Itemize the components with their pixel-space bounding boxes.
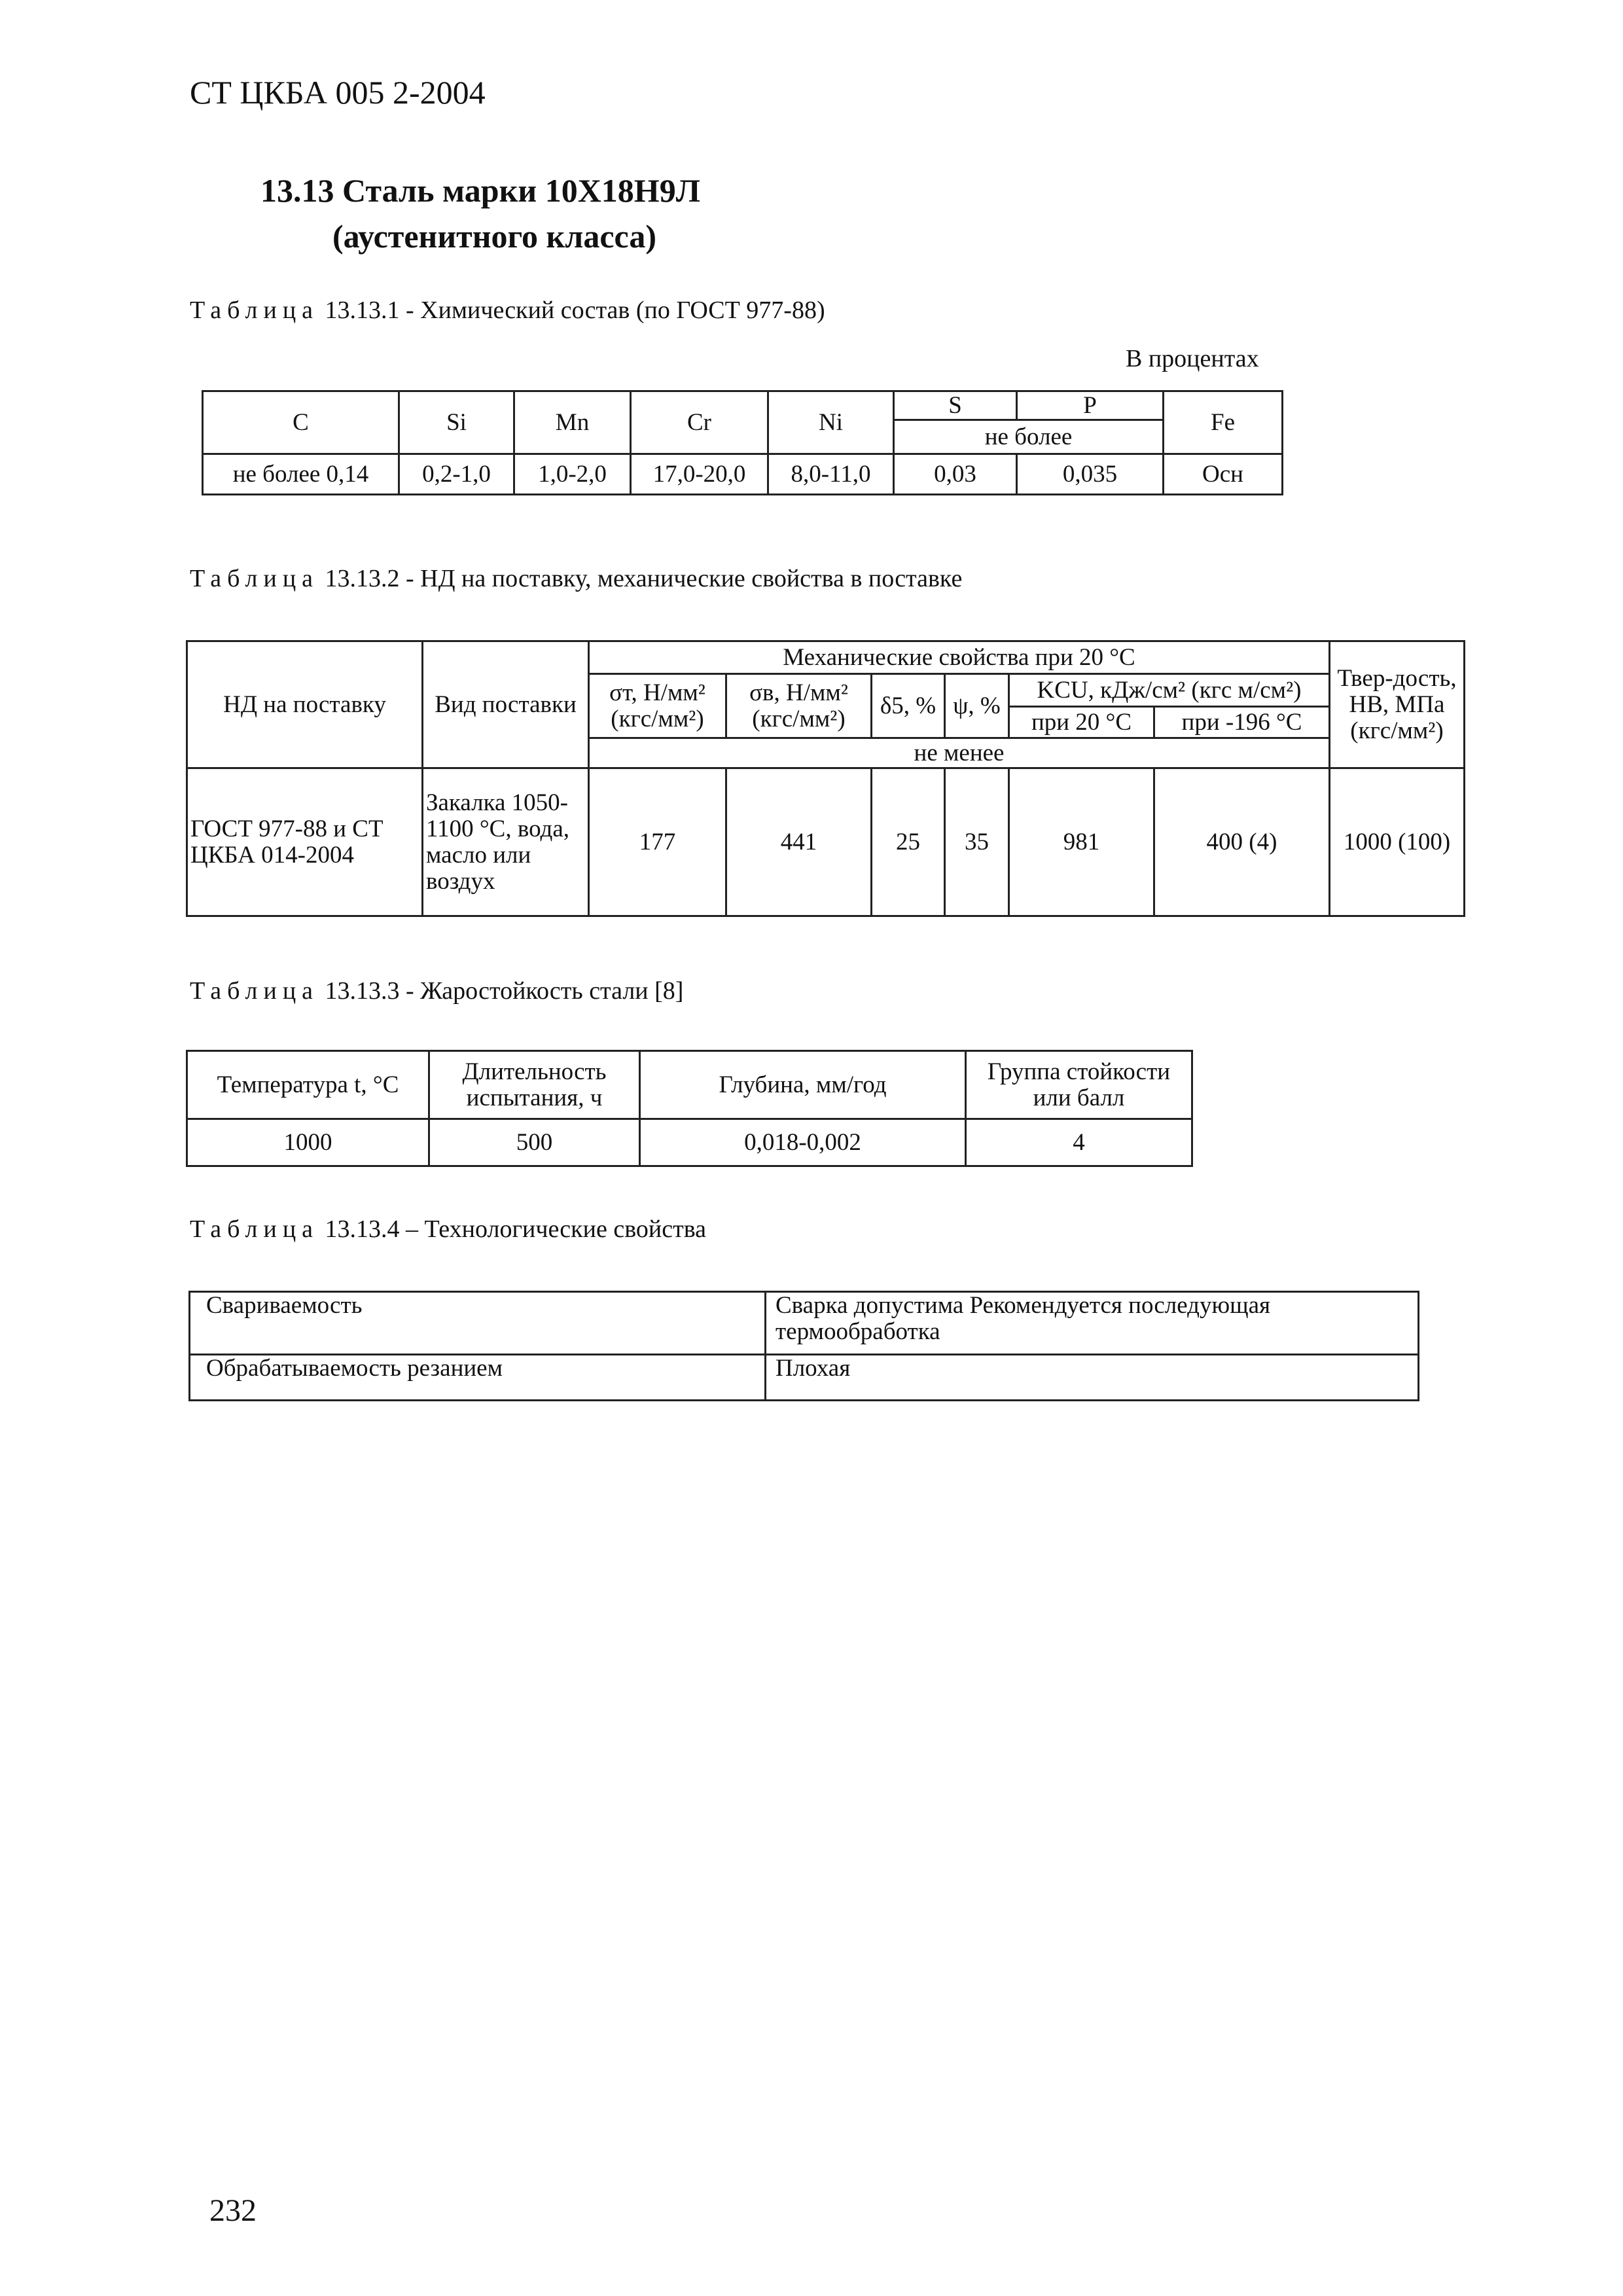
table2-header-kcu20: при 20 °С (1009, 707, 1154, 738)
table1-caption (190, 296, 825, 325)
table2-cell-vid: Закалка 1050-1100 °С, вода, масло или воздух (423, 768, 589, 916)
table1-value-ni: 8,0-11,0 (768, 454, 894, 495)
table3-caption-text: 13.13.3 - Жаростойкость стали [8] (325, 977, 684, 1005)
table1-header-ni: Ni (768, 391, 894, 454)
table1-header-p: P (1017, 391, 1164, 420)
table1-header-cr: Cr (631, 391, 768, 454)
table2-cell-sigma-v: 441 (726, 768, 872, 916)
table1-value-fe: Осн (1164, 454, 1283, 495)
table2-header-sigma-v: σв, Н/мм² (кгс/мм²) (726, 674, 872, 738)
section-title-line2: (аустенитного класса) (332, 218, 656, 255)
document-code-header: СТ ЦКБА 005 2-2004 (190, 74, 486, 111)
chemical-composition-table (202, 390, 1283, 495)
table1-units: В процентах (1126, 345, 1259, 372)
table1-value-s: 0,03 (894, 454, 1017, 495)
table2-caption-text: 13.13.2 - НД на поставку, механические свойства в поставке (325, 565, 963, 592)
table2-header-mech: Механические свойства при 20 °С (589, 641, 1330, 674)
table1-header-si: Si (399, 391, 514, 454)
mechanical-properties-table (186, 640, 1465, 917)
table1-value-cr: 17,0-20,0 (631, 454, 768, 495)
table1-header-fe: Fe (1164, 391, 1283, 454)
table1-subheader: не более (894, 420, 1164, 454)
table2-header-sigma-t: σт, Н/мм² (кгс/мм²) (589, 674, 726, 738)
table1-caption-text: 13.13.1 - Химический состав (по ГОСТ 977-88) (325, 296, 825, 324)
table3-value-depth: 0,018-0,002 (640, 1119, 966, 1166)
table4-row2-property: Обрабатываемость резанием (190, 1355, 766, 1401)
table3-caption (190, 977, 683, 1005)
table1-caption-word: Таблица (190, 296, 319, 324)
table2-cell-hb: 1000 (100) (1330, 768, 1465, 916)
table3-value-duration: 500 (429, 1119, 640, 1166)
table2-header-psi: ψ, % (945, 674, 1009, 738)
table2-cell-sigma-t: 177 (589, 768, 726, 916)
table3-header-depth: Глубина, мм/год (640, 1051, 966, 1119)
table1-value-si: 0,2-1,0 (399, 454, 514, 495)
section-title-line1: 13.13 Сталь марки 10Х18Н9Л (260, 172, 700, 209)
table1-value-mn: 1,0-2,0 (514, 454, 631, 495)
table4-row2-value: Плохая (766, 1355, 1419, 1401)
table2-cell-psi: 35 (945, 768, 1009, 916)
table3-header-duration: Длительность испытания, ч (429, 1051, 640, 1119)
table1-value-p: 0,035 (1017, 454, 1164, 495)
table4-row1-property: Свариваемость (190, 1292, 766, 1355)
page-number: 232 (209, 2193, 257, 2228)
table2-cell-kcu20: 981 (1009, 768, 1154, 916)
table3-caption-word: Таблица (190, 977, 319, 1005)
table2-caption-word: Таблица (190, 565, 319, 592)
heat-resistance-table (186, 1050, 1193, 1167)
table2-header-nd: НД на поставку (187, 641, 423, 768)
table4-caption-word: Таблица (190, 1215, 319, 1243)
table1-header-mn: Mn (514, 391, 631, 454)
table2-caption (190, 564, 962, 593)
table2-cell-delta: 25 (872, 768, 945, 916)
table2-cell-kcu196: 400 (4) (1154, 768, 1330, 916)
table3-header-group: Группа стойкости или балл (966, 1051, 1192, 1119)
table3-value-temperature: 1000 (187, 1119, 429, 1166)
table2-header-kcu196: при -196 °С (1154, 707, 1330, 738)
table4-caption-text: 13.13.4 – Технологические свойства (325, 1215, 706, 1243)
table2-header-hardness: Твер-дость, НВ, МПа (кгс/мм²) (1330, 641, 1465, 768)
table2-header-delta: δ5, % (872, 674, 945, 738)
technological-properties-table (188, 1291, 1419, 1401)
table1-header-c: C (203, 391, 399, 454)
table2-cell-nd: ГОСТ 977-88 и СТ ЦКБА 014-2004 (187, 768, 423, 916)
table1-header-s: S (894, 391, 1017, 420)
table2-header-vid: Вид поставки (423, 641, 589, 768)
table3-header-temperature: Температура t, °С (187, 1051, 429, 1119)
table2-header-min: не менее (589, 738, 1330, 768)
table4-row1-value: Сварка допустима Рекомендуется последующая термообработка (766, 1292, 1419, 1355)
section-title (260, 168, 700, 259)
table1-value-c: не более 0,14 (203, 454, 399, 495)
table3-value-group: 4 (966, 1119, 1192, 1166)
table4-caption (190, 1215, 706, 1244)
table2-header-kcu: KCU, кДж/см² (кгс м/см²) (1009, 674, 1330, 707)
